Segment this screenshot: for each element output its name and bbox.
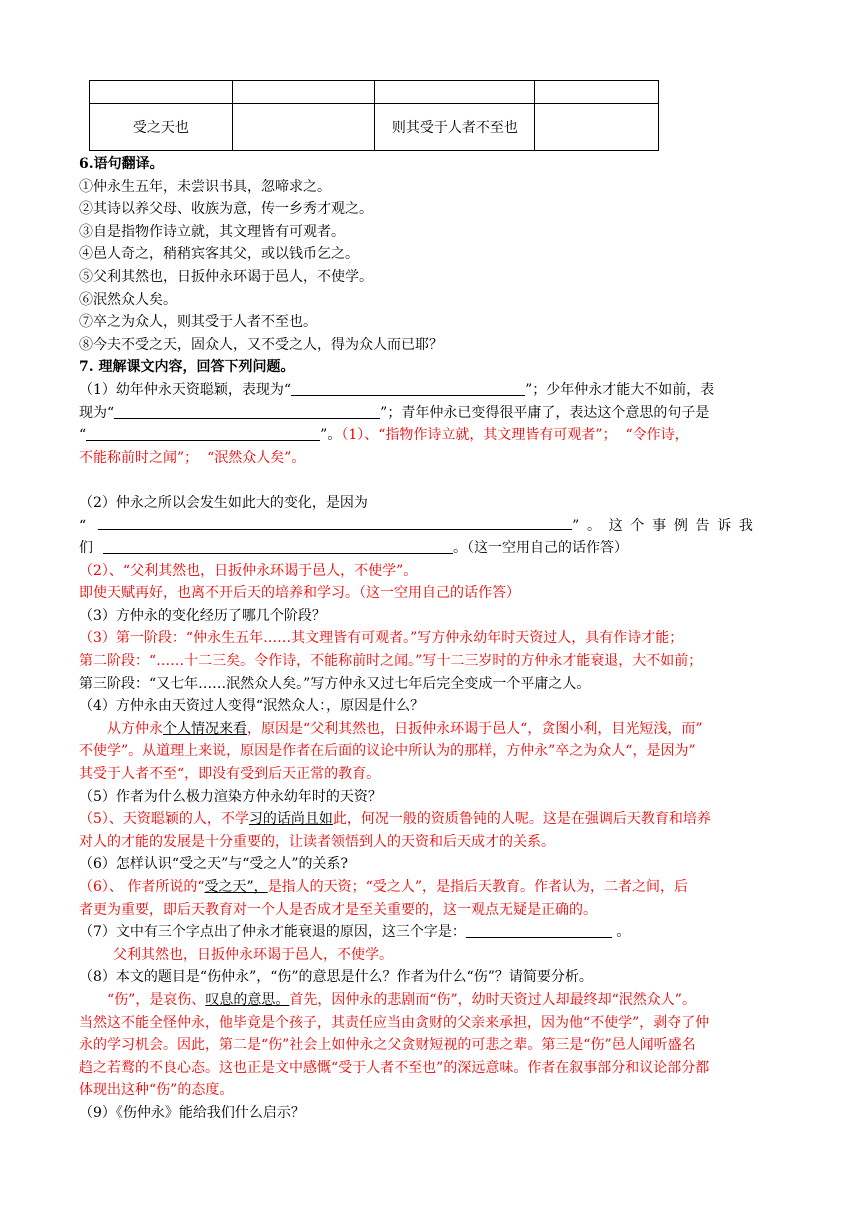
translation-item: ⑦卒之为众人，则其受于人者不至也。 <box>79 314 317 331</box>
translation-item: ⑤父利其然也，日扳仲永环谒于邑人，不使学。 <box>79 268 373 285</box>
question-4: （4）方仲永由天资过人变得“泯然众人：，原因是什么？ <box>79 698 425 715</box>
answer-8: 体现出这种“伤”的态度。 <box>79 1082 234 1099</box>
answer-5: 对人的才能的发展是十分重要的，让读者领悟到人的天资和后天成才的关系。 <box>79 833 555 850</box>
table-cell: 则其受于人者不至也 <box>375 104 535 151</box>
worksheet-page <box>79 80 779 1125</box>
answer-blank[interactable] <box>86 426 320 441</box>
question-1: （1）幼年仲永天资聪颖，表现为“ ”；少年仲永才能大不如前，表 <box>79 381 715 398</box>
question-7: （7）文中有三个字点出了仲永才能衰退的原因，这三个字是： 。 <box>79 924 631 941</box>
translation-item: ⑧今夫不受之天，固众人，又不受之人，得为众人而已耶？ <box>79 336 443 353</box>
vocab-table <box>89 80 659 151</box>
question-9: （9）《伤仲永》能给我们什么启示？ <box>79 1104 305 1121</box>
table-cell: 受之天也 <box>90 104 233 151</box>
question-6: （6）怎样认识“受之天”与“受之人”的关系? <box>79 856 349 873</box>
question-2-cont: 们 。（这一空用自己的话作答） <box>79 540 628 557</box>
table-cell <box>535 104 659 151</box>
question-5: （5）作者为什么极力渲染方仲永幼年时的天资？ <box>79 788 382 805</box>
translation-item: ④邑人奇之，稍稍宾客其父，或以钱币乞之。 <box>79 246 359 263</box>
table-cell <box>535 81 659 104</box>
answer-2: （2）、“父利其然也，日扳仲永环谒于邑人，不使学”。 <box>79 562 418 579</box>
answer-6: （6）、 作者所说的“受之天”，是指人的天资；“受之人”，是指后天教育。作者认为，二者之间，后 <box>79 879 689 895</box>
answer-4: 从方仲永个人情况来看，原因是“父利其然也，日扳仲永环谒于邑人“，贪图小利，目光短浅，而” <box>107 720 703 737</box>
question-8: （8）本文的题目是“伤仲永”，“伤”的意思是什么？作者为什么“伤”？请简要分析。 <box>79 969 593 986</box>
answer-blank[interactable] <box>98 515 572 530</box>
question-2-cont: “ ”。这个事例告诉我 <box>79 515 779 538</box>
answer-3: （3）第一阶段：“仲永生五年……其文理皆有可观者。”写方仲永幼年时天资过人，具有作诗才能； <box>79 630 684 647</box>
table-cell <box>90 81 233 104</box>
answer-8: 永的学习机会。因此，第二是“伤”社会上如仲永之父贪财短视的可悲之辈。第三是“伤”邑人闻听盛名 <box>79 1037 696 1054</box>
spacer <box>79 469 779 492</box>
answer-7: 父利其然也，日扳仲永环谒于邑人，不使学。 <box>113 946 393 963</box>
question-2: （2）仲永之所以会发生如此大的变化，是因为 <box>79 494 368 511</box>
answer-5: （5）、天资聪颖的人，不学习的话尚且如此，何况一般的资质鲁钝的人呢。这是在强调后天教育和培养 <box>79 811 711 828</box>
table-row <box>90 81 659 104</box>
translation-item: ②其诗以养父母、收族为意，传一乡秀才观之。 <box>79 201 373 218</box>
table-cell <box>232 104 375 151</box>
answer-3: 第三阶段：“又七年……泯然众人矣。”写方仲永又过七年后完全变成一个平庸之人。 <box>79 675 591 692</box>
table-cell <box>232 81 375 104</box>
answer-8: “伤”，是哀伤、叹息的意思。首先，因仲永的悲剧而“伤”，幼时天资过人却最终却“泯然众人”。 <box>107 991 696 1008</box>
section-7-heading: 7. 理解课文内容，回答下列问题。 <box>79 359 295 376</box>
table-cell <box>375 81 535 104</box>
answer-4: 不使学”。从道理上来说，原因是作者在后面的议论中所认为的那样，方仲永”卒之为众人“，是因为” <box>79 743 696 760</box>
translation-item: ③自是指物作诗立就，其文理皆有可观者。 <box>79 223 345 240</box>
question-1-cont: 现为“ ”；青年仲永已变得很平庸了，表达这个意思的句子是 <box>79 404 710 421</box>
answer-8: 趋之若鹜的不良心态。这也正是文中感慨“受于人者不至也”的深远意味。作者在叙事部分和议论部分都 <box>79 1059 710 1076</box>
translation-item: ⑥泯然众人矣。 <box>79 291 177 308</box>
answer-8: 当然这不能全怪仲永，他毕竟是个孩子，其责任应当由贪财的父亲来承担，因为他“不使学”，剥夺了仲 <box>79 1014 710 1031</box>
section-6-heading: 6.语句翻译。 <box>79 156 164 172</box>
question-1-cont: “ ”。（1）、“指物作诗立就，其文理皆有可观者”； “令作诗， <box>79 427 689 444</box>
answer-3: 第二阶段：“……十二三矣。令作诗，不能称前时之闻。”写十二三岁时的方仲永才能衰退，大不如前； <box>79 653 703 670</box>
answer-6: 者更为重要，即后天教育对一个人是否成才是至关重要的，这一观点无疑是正确的。 <box>79 901 597 918</box>
answer-blank[interactable] <box>466 923 612 938</box>
question-3: （3）方仲永的变化经历了哪几个阶段？ <box>79 607 326 624</box>
translation-item: ①仲永生五年，未尝识书具，忽啼求之。 <box>79 178 331 195</box>
answer-blank[interactable] <box>291 381 525 396</box>
table-row <box>90 104 659 151</box>
answer-2: 即使天赋再好，也离不开后天的培养和学习。（这一空用自己的话作答） <box>79 585 520 602</box>
answer-blank[interactable] <box>114 404 380 419</box>
answer-1: 不能称前时之闻”； “泯然众人矣”。 <box>79 449 306 466</box>
answer-text: （1）、“指物作诗立就，其文理皆有可观者”； <box>341 427 617 444</box>
answer-4: 其受于人者不至“，即没有受到后天正常的教育。 <box>79 766 381 783</box>
answer-text: “令作诗， <box>625 427 689 444</box>
answer-blank[interactable] <box>103 539 453 554</box>
